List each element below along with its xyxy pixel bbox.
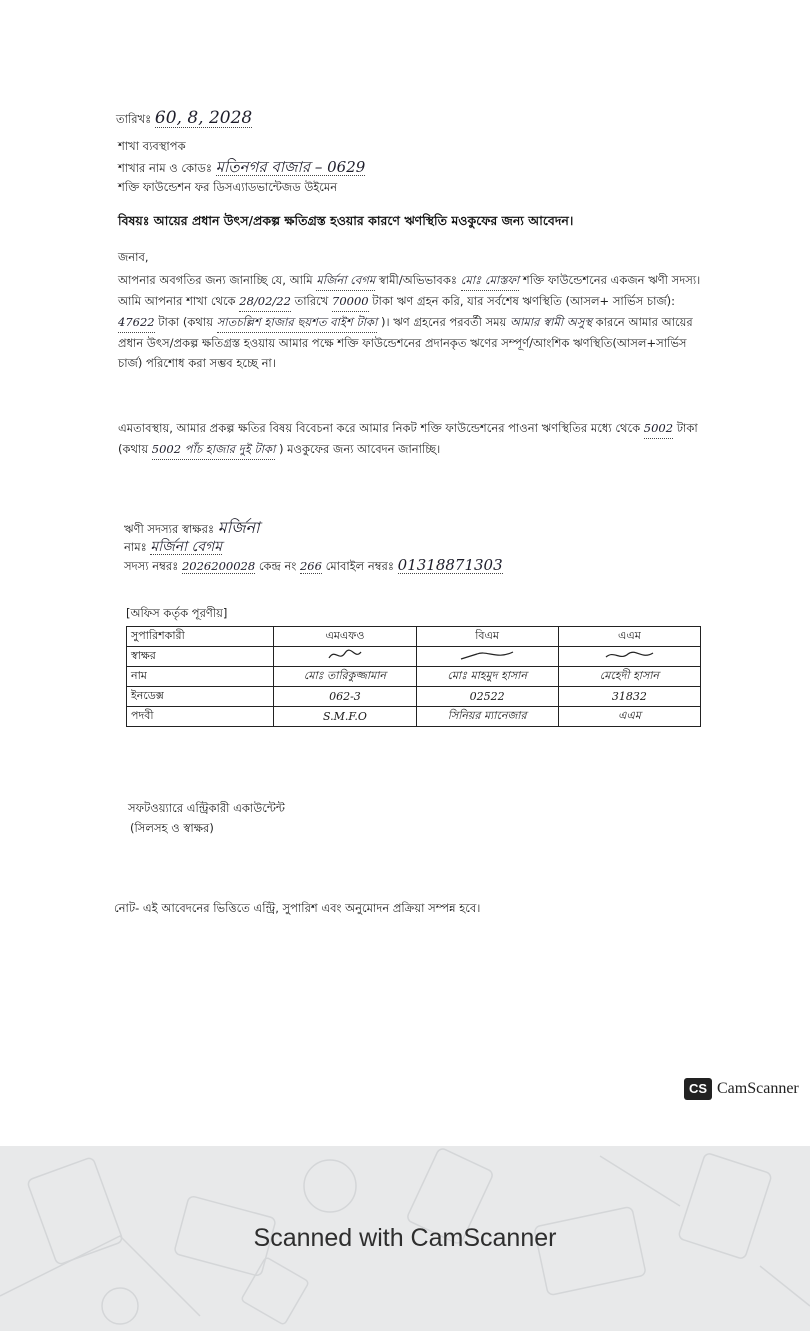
table-header-row	[127, 627, 701, 647]
table-row	[127, 667, 701, 687]
balance-in-words: সাতচল্লিশ হাজার ছয়শত বাইশ টাকা	[217, 312, 378, 333]
signature-scribble-icon	[457, 648, 517, 662]
signature-scribble-icon	[602, 648, 657, 662]
scanned-with-text: Scanned with CamScanner	[253, 1224, 557, 1252]
borrower-name-line: নামঃ মর্জিনা বেগম	[124, 539, 222, 555]
camscanner-watermark	[684, 1078, 799, 1100]
branch-name-value: মতিনগর বাজার – 0629	[215, 158, 366, 176]
waiver-in-words: 5002 পাঁচ হাজার দুই টাকা	[152, 439, 276, 460]
salutation: জনাব,	[118, 250, 149, 264]
date-value: 60, 8, 2028	[154, 108, 253, 128]
branch-name-line: শাখার নাম ও কোডঃ মতিনগর বাজার – 0629	[118, 158, 366, 176]
damage-reason: আমার স্বামী অসুস্থ	[510, 315, 592, 329]
table-cell: মোঃ মাহমুদ হাসান	[416, 667, 558, 687]
table-cell: S.M.F.O	[274, 707, 416, 727]
table-header-cell: বিএম	[416, 627, 558, 647]
table-cell: 02522	[416, 687, 558, 707]
note-line: নোট- এই আবেদনের ভিত্তিতে এন্ট্রি, সুপারিশ এবং অনুমোদন প্রক্রিয়া সম্পন্ন হবে।	[114, 901, 481, 915]
software-entry-line: সফটওয়্যারে এন্ট্রিকারী একাউন্টেন্ট	[128, 801, 285, 815]
application-paragraph-1: আপনার অবগতির জন্য জানাচ্ছি যে, আমি মর্জিনা বেগম স্বামী/অভিভাবকঃ মোঃ মোস্তফা শক্তি ফাউন্ডেশনের একজন ঋণী সদস্য। আমি আপনার শাখা থেকে 28/02/22 তারিখে 70000 টাকা ঋণ গ্রহন করি, যার সর্বশেষ ঋণস্থিতি (আসল+ সার্ভিস চার্জ): 47622 টাকা (কথায় সাতচল্লিশ হাজার ছয়শত বাইশ টাকা )। ঋণ গ্রহনের পরবর্তী সময় আমার স্বামী অসুস্থ কারনে আমার আয়ের প্রধান উৎস/প্রকল্প ক্ষতিগ্রস্ত হওয়ায় আমার পক্ষে শক্তি ফাউন্ডেশনের প্রদানকৃত ঋণের সম্পূর্ণ/আংশিক ঋণস্থিতি(আসল+সার্ভিস চার্জ) পরিশোধ করা সম্ভব হচ্ছে না।	[118, 270, 706, 373]
date-line: তারিখঃ 60, 8, 2028	[116, 108, 253, 128]
mobile-number: 01318871303	[397, 556, 503, 574]
table-header-cell: এএম	[558, 627, 700, 647]
table-cell: 062-3	[274, 687, 416, 707]
member-info-line: সদস্য নম্বরঃ 2026200028 কেন্দ্র নং 266 মোবাইল নম্বরঃ 01318871303	[124, 556, 503, 574]
signature-scribble-icon	[325, 648, 365, 662]
camscanner-logo-icon: CS	[684, 1078, 712, 1100]
borrower-name: মর্জিনা বেগম	[150, 539, 222, 555]
table-cell: মেহেদী হাসান	[558, 667, 700, 687]
seal-sign-note: (সিলসহ ও স্বাক্ষর)	[130, 821, 214, 835]
table-row	[127, 647, 701, 667]
table-row-label: নাম	[127, 667, 274, 687]
camscanner-brand: CamScanner	[717, 1080, 799, 1097]
table-row	[127, 707, 701, 727]
table-row-label: ইনডেক্স	[127, 687, 274, 707]
table-cell: সিনিয়র ম্যানেজার	[416, 707, 558, 727]
table-cell: মোঃ তারিকুজ্জামান	[274, 667, 416, 687]
guardian-name: মোঃ মোস্তফা	[461, 270, 520, 291]
bm-signature	[416, 647, 558, 667]
mfo-signature	[274, 647, 416, 667]
table-header-cell: সুপারিশকারী	[127, 627, 274, 647]
application-paragraph-2: এমতাবস্থায়, আমার প্রকল্প ক্ষতির বিষয় বিবেচনা করে আমার নিকট শক্তি ফাউন্ডেশনের পাওনা ঋণস্থিতির মধ্যে থেকে 5002 টাকা (কথায় 5002 পাঁচ হাজার দুই টাকা ) মওকুফের জন্য আবেদন জানাচ্ছি।	[118, 418, 706, 460]
recommendation-table	[126, 626, 701, 727]
office-use-heading: [অফিস কর্তৃক পূরণীয়]	[126, 606, 228, 620]
waiver-amount: 5002	[644, 418, 673, 439]
recipient-line: শাখা ব্যবস্থাপক	[118, 139, 186, 153]
table-row-label: পদবী	[127, 707, 274, 727]
loan-amount: 70000	[332, 291, 369, 312]
organization-line: শক্তি ফাউন্ডেশন ফর ডিসএ্যাডভান্টেজড উইমেন	[118, 180, 338, 194]
subject-line: বিষয়ঃ আয়ের প্রধান উৎস/প্রকল্প ক্ষতিগ্রস্ত হওয়ার কারণে ঋণস্থিতি মওকুফের জন্য আবেদন।	[118, 213, 574, 228]
table-cell: এএম	[558, 707, 700, 727]
table-row-label: স্বাক্ষর	[127, 647, 274, 667]
table-header-cell: এমএফও	[274, 627, 416, 647]
am-signature	[558, 647, 700, 667]
loan-balance: 47622	[118, 312, 155, 333]
table-cell: 31832	[558, 687, 700, 707]
center-number: 266	[299, 559, 322, 573]
applicant-name: মর্জিনা বেগম	[316, 270, 375, 291]
loan-date: 28/02/22	[239, 291, 291, 312]
table-row	[127, 687, 701, 707]
borrower-signature: মর্জিনা	[217, 518, 260, 537]
borrower-signature-line: ঋণী সদস্যর স্বাক্ষরঃ মর্জিনা	[124, 518, 260, 537]
member-number: 2026200028	[181, 559, 256, 573]
